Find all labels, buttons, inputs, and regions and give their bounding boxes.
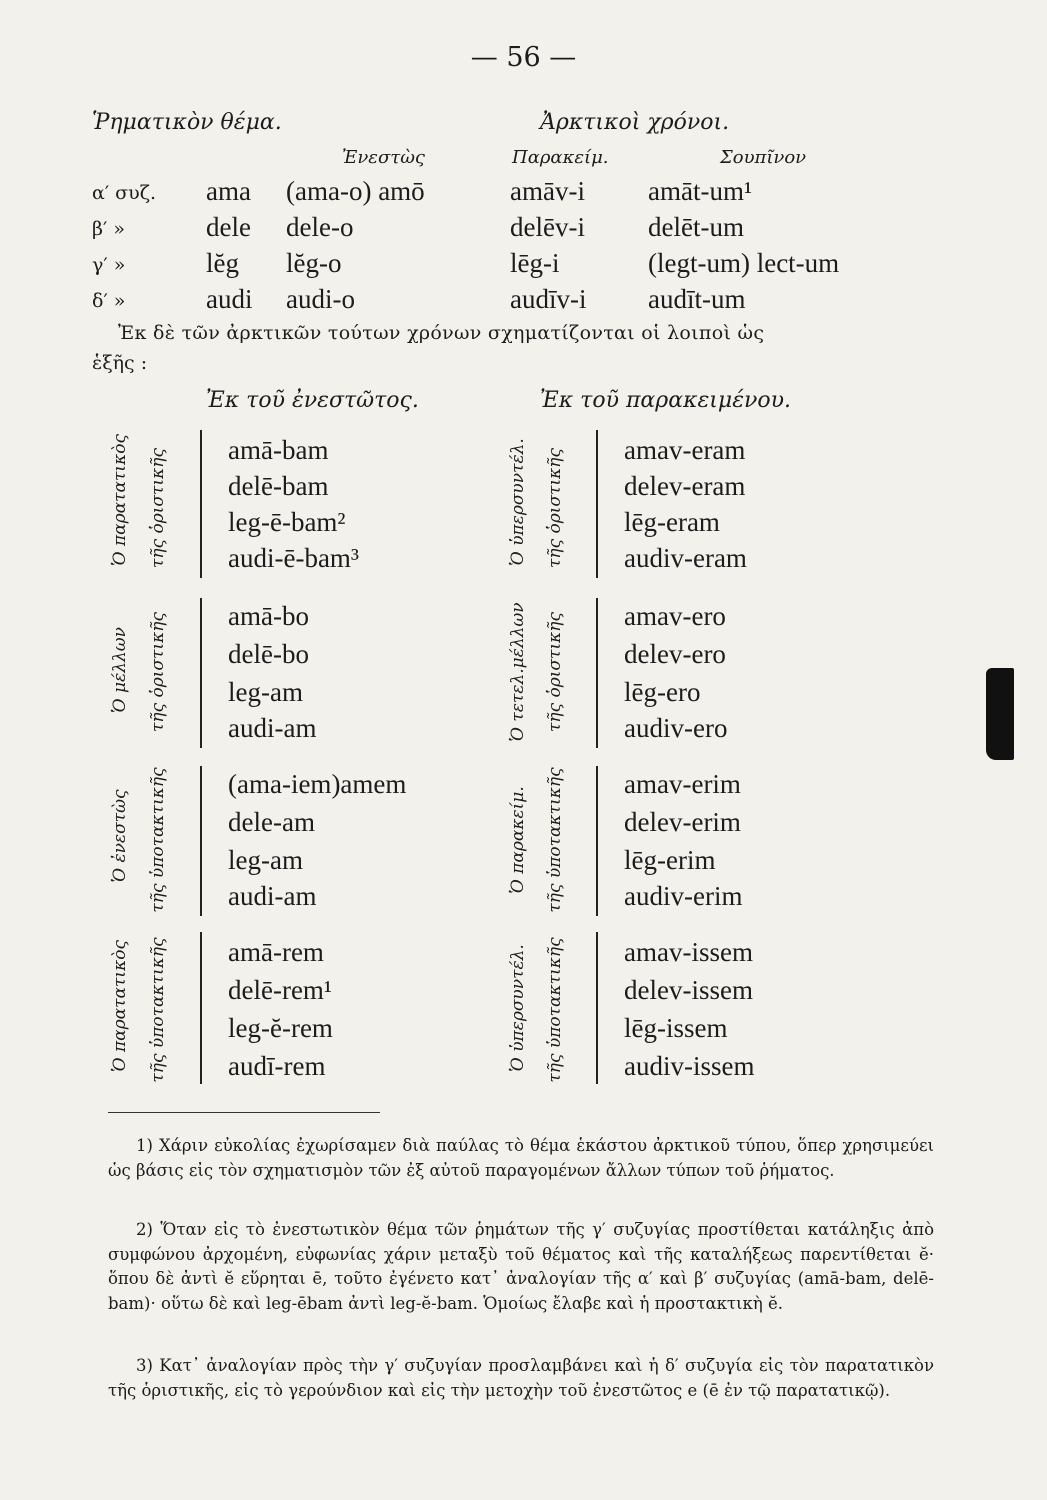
tense-label: Ὁ ὑπερσυντέλ. xyxy=(508,944,528,1072)
mood-label: τῆς ὑποτακτικῆς xyxy=(148,767,168,913)
form: delev-erim xyxy=(624,807,741,837)
intro-sentence-cont: ἑξῆς : xyxy=(92,352,148,374)
tense-label: Ὁ παρακείμ. xyxy=(508,786,528,894)
section-header-perfect: Ἐκ τοῦ παρακειμένου. xyxy=(540,388,792,413)
brace-line xyxy=(200,430,202,578)
tense-label: Ὁ παρατατικὸς xyxy=(110,434,130,566)
form: audi-am xyxy=(228,713,317,743)
form: lēg-ero xyxy=(624,677,701,707)
tense-label: Ὁ παρατατικὸς xyxy=(110,940,130,1072)
form: leg-ĕ-rem xyxy=(228,1013,333,1043)
form: audiv-erim xyxy=(624,881,743,911)
form: delē-bam xyxy=(228,471,329,501)
form: amā-bo xyxy=(228,601,309,631)
mood-label: τῆς ὑποτακτικῆς xyxy=(545,767,565,913)
mood-label: τῆς ὑποτακτικῆς xyxy=(545,937,565,1083)
stem: lĕg xyxy=(206,248,239,278)
form: leg-am xyxy=(228,845,303,875)
supine-form: (legt-um) lect-um xyxy=(648,248,840,278)
form: amav-erim xyxy=(624,769,741,799)
tense-label: Ὁ ὑπερσυντέλ. xyxy=(508,438,528,566)
header-theme: Ῥηματικὸν θέμα. xyxy=(92,110,282,135)
mood-label: τῆς ὁριστικῆς xyxy=(148,448,168,568)
brace-line xyxy=(200,766,202,916)
tense-label: Ὁ ἐνεστὼς xyxy=(110,789,130,883)
form: leg-am xyxy=(228,677,303,707)
stem: dele xyxy=(206,212,251,242)
mood-label: τῆς ὁριστικῆς xyxy=(545,448,565,568)
conjugation-number: δ′ » xyxy=(92,290,126,312)
form: lēg-issem xyxy=(624,1013,728,1043)
conjugation-number: β′ » xyxy=(92,218,125,240)
present-form: dele-o xyxy=(286,212,354,242)
tense-label: Ὁ μέλλων xyxy=(110,627,130,713)
perfect-form: amāv-i xyxy=(510,176,585,206)
form: amav-ero xyxy=(624,601,726,631)
mood-label: τῆς ὁριστικῆς xyxy=(148,612,168,732)
form: audi-am xyxy=(228,881,317,911)
present-form: (ama-o) amō xyxy=(286,176,425,206)
conjugation-number: α′ συζ. xyxy=(92,182,157,204)
perfect-form: lēg-i xyxy=(510,248,560,278)
supine-form: delēt-um xyxy=(648,212,744,242)
tense-label: Ὁ τετελ.μέλλων xyxy=(508,602,528,742)
present-form: lĕg-o xyxy=(286,248,342,278)
form: lēg-eram xyxy=(624,507,720,537)
section-header-present: Ἐκ τοῦ ἐνεστῶτος. xyxy=(206,388,419,413)
form: delē-rem¹ xyxy=(228,975,333,1005)
brace-line xyxy=(596,766,598,916)
page-number: — 56 — xyxy=(470,42,577,73)
footnote-rule xyxy=(108,1112,380,1113)
form: amā-rem xyxy=(228,937,324,967)
intro-sentence: Ἐκ δὲ τῶν ἀρκτικῶν τούτων χρόνων σχηματίζονται οἱ λοιποὶ ὡς xyxy=(118,322,765,344)
ink-blot xyxy=(986,668,1014,760)
form: amā-bam xyxy=(228,435,329,465)
header-perfect: Παρακείμ. xyxy=(512,147,609,168)
form: delev-eram xyxy=(624,471,746,501)
form: leg-ē-bam² xyxy=(228,507,346,537)
form: amav-issem xyxy=(624,937,753,967)
footnote-3: 3) Κατ᾽ ἀναλογίαν πρὸς τὴν γ′ συζυγίαν προσλαμβάνει καὶ ἡ δ′ συζυγία εἰς τὸν παρατατικὸν τῆς ὁριστικῆς, εἰς τὸ γερούνδιον καὶ εἰς τὴν μετοχὴν τοῦ ἐνεστῶτος e (ē ἐν τῷ παρατατικῷ). xyxy=(108,1356,934,1400)
stem: audi xyxy=(206,284,253,314)
brace-line xyxy=(200,932,202,1084)
mood-label: τῆς ὁριστικῆς xyxy=(545,612,565,732)
form: audiv-eram xyxy=(624,543,747,573)
form: audiv-issem xyxy=(624,1051,755,1081)
form: dele-am xyxy=(228,807,315,837)
form: audiv-ero xyxy=(624,713,728,743)
form: amav-eram xyxy=(624,435,746,465)
form: (ama-iem)amem xyxy=(228,769,407,799)
perfect-form: audīv-i xyxy=(510,284,587,314)
present-form: audi-o xyxy=(286,284,355,314)
header-supine: Σουπῖνον xyxy=(720,147,807,168)
form: audī-rem xyxy=(228,1051,326,1081)
brace-line xyxy=(596,932,598,1084)
brace-line xyxy=(596,430,598,578)
form: delev-issem xyxy=(624,975,753,1005)
brace-line xyxy=(200,598,202,748)
footnote-1: 1) Χάριν εὐκολίας ἐχωρίσαμεν διὰ παύλας τὸ θέμα ἑκάστου ἀρκτικοῦ τύπου, ὅπερ χρησιμεύει ὡς βάσις εἰς τὸν σχηματισμὸν τῶν ἐξ αὐτοῦ παραγομένων ἄλλων τύπων τοῦ ῥήματος. xyxy=(108,1136,934,1180)
header-present: Ἐνεστὼς xyxy=(342,147,425,168)
stem: ama xyxy=(206,176,251,206)
conjugation-number: γ′ » xyxy=(92,254,126,276)
footnote-2: 2) Ὅταν εἰς τὸ ἐνεστωτικὸν θέμα τῶν ῥημάτων τῆς γ′ συζυγίας προστίθεται κατάληξις ἀπὸ συμφώνου ἀρχομένη, εὐφωνίας χάριν μεταξὺ τοῦ θέματος καὶ τῆς καταλήξεως παρεντίθεται ĕ· ὅπου δὲ ἀντὶ ĕ εὕρηται ē, τοῦτο ἐγένετο κατ᾽ ἀναλογίαν τῆς α′ καὶ β′ συζυγίας (amā-bam, delē-bam)· οὕτω δὲ καὶ leg-ēbam ἀντὶ leg-ĕ-bam. Ὁμοίως ἔλαβε καὶ ἡ προστακτικὴ ĕ. xyxy=(108,1220,934,1313)
form: audi-ē-bam³ xyxy=(228,543,360,573)
brace-line xyxy=(596,598,598,748)
header-primary-tenses: Ἀρκτικοὶ χρόνοι. xyxy=(540,110,730,135)
mood-label: τῆς ὑποτακτικῆς xyxy=(148,937,168,1083)
form: delē-bo xyxy=(228,639,309,669)
perfect-form: delēv-i xyxy=(510,212,585,242)
supine-form: amāt-um¹ xyxy=(648,176,753,206)
form: delev-ero xyxy=(624,639,726,669)
supine-form: audīt-um xyxy=(648,284,746,314)
form: lēg-erim xyxy=(624,845,716,875)
